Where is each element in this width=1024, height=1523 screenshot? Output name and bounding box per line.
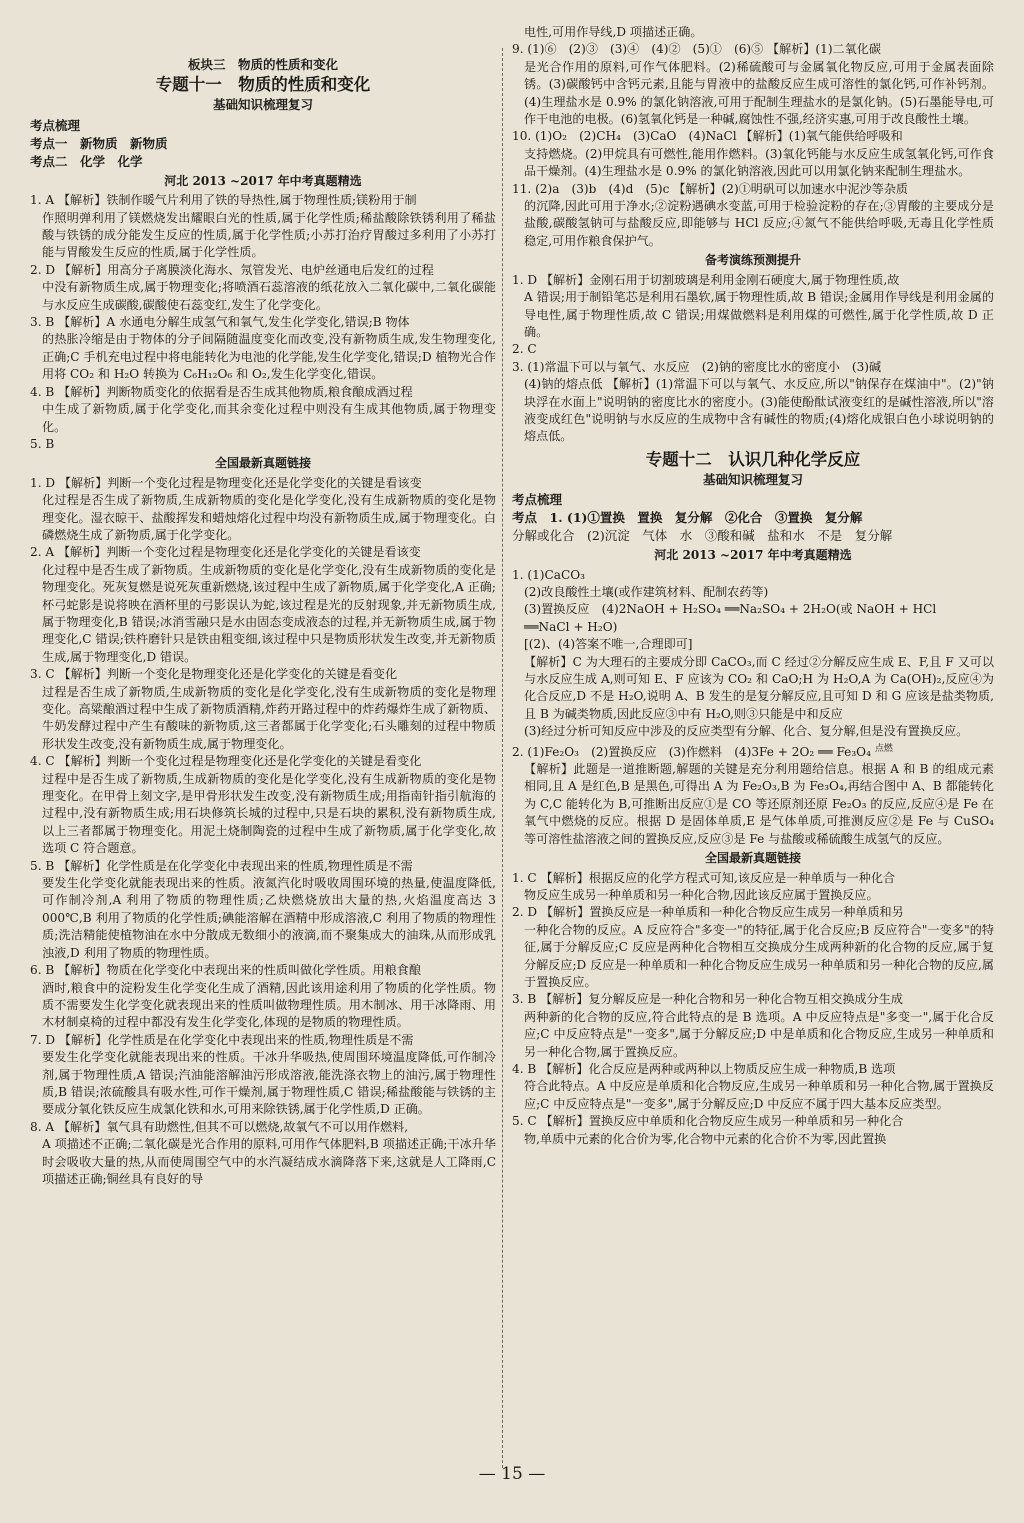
answer-item xyxy=(30,436,496,453)
answer-item xyxy=(30,384,496,436)
answer-body: 物,单质中元素的化合价为零,化合物中元素的化合价不为零,因此置换 xyxy=(524,1131,887,1146)
answer-lead: 1. (1)CaCO₃ xyxy=(512,567,585,582)
answer-item xyxy=(30,666,496,753)
answer-lead: 7. D 【解析】化学性质是在化学变化中表现出来的性质,物理性质是不需 xyxy=(30,1032,414,1047)
answer-lead: 4. B 【解析】判断物质变化的依据看是否生成其他物质,粮食酿成酒过程 xyxy=(30,384,413,399)
answer-lead: 5. B xyxy=(30,436,55,451)
answer-lead: 2. D 【解析】置换反应是一种单质和一种化合物反应生成另一种单质和另 xyxy=(512,905,904,920)
topic-12-subtitle: 基础知识梳理复习 xyxy=(702,471,803,487)
answer-lead: 2. C xyxy=(512,342,537,357)
answer-body: 过程是否生成了新物质,生成新物质的变化是化学变化,没有生成新物质的变化是物理变化。高粱酿酒过程中生成了新物质酒精,炸药开路过程中的炸药爆炸生成了新物质、牛奶发酵过程中产生有酸味的新物质,这三者都属于化学变化;石头雕刻的过程中物质形状发生改变,没有新物质生成,属于物理变化。 xyxy=(42,684,496,751)
answer-body: 要发生化学变化就能表现出来的性质。干冰升华吸热,使周围环境温度降低,可作制冷剂,属于物理性质,A 错误;汽油能溶解油污形成溶液,能洗涤衣物上的油污,属于物理性质,B 错误;浓硫酸具有吸水性,可作干燥剂,属于物理性质,C 错误;稀盐酸能与铁锈的主要成分氧化铁反应生成氯化铁和水,可用来除铁锈,属于化学性质,D 正确。 xyxy=(42,1050,496,1117)
answer-item xyxy=(512,1113,994,1148)
answer-body: 的沉降,因此可用于净水;②淀粉遇碘水变蓝,可用于检验淀粉的存在;③胃酸的主要成分是盐酸,碳酸氢钠可与盐酸反应,即能够与 HCl 反应;④氮气不能供给呼吸,无毒且化学性质稳定,可用作粮食保护气。 xyxy=(524,199,994,248)
answer-body: 物反应生成另一种单质和另一种化合物,因此该反应属于置换反应。 xyxy=(524,887,879,902)
answer-line: ══NaCl + H₂O) xyxy=(524,619,618,634)
answer-body: 化过程中是否生成了新物质。生成新物质的变化是化学变化,没有生成新物质的变化是物理变化。死灰复燃是说死灰重新燃烧,该过程中生成了新物质,属于化学变化,A 正确;杯弓蛇影是说将映在酒杯里的弓影误认为蛇,该过程是光的反射现象,并无新物质生成,属于物理变化,B 错误;冰消雪融只是水由固态变成液态的过程,并无新物质生成,属于物理变化,C 错误;铁杵磨针只是铁由粗变细,该过程中只是物质形状发生改变,并无新物质生成,属于物理变化,D 错误。 xyxy=(42,562,496,664)
answer-lead xyxy=(512,741,994,761)
answer-lead-text: 2. (1)Fe₂O₃ (2)置换反应 (3)作燃料 (4)3Fe + 2O₂ ══ Fe₃O₄ xyxy=(512,744,871,759)
answer-item xyxy=(512,567,994,741)
answer-lead: 6. B 【解析】物质在化学变化中表现出来的性质叫做化学性质。用粮食酿 xyxy=(30,963,421,978)
answer-item xyxy=(512,870,994,905)
answer-line: (2)改良酸性土壤(或作建筑材料、配制农药等) xyxy=(524,584,769,599)
answer-lead: 1. D 【解析】金刚石用于切割玻璃是利用金刚石硬度大,属于物理性质,故 xyxy=(512,272,900,287)
answer-lead: 5. B 【解析】化学性质是在化学变化中表现出来的性质,物理性质是不需 xyxy=(30,858,413,873)
answer-lead: 8. A 【解析】氧气具有助燃性,但其不可以燃烧,故氧气不可以用作燃料, xyxy=(30,1119,409,1134)
national-section-title: 全国最新真题链接 xyxy=(704,851,801,866)
answer-body: 电性,可用作导线,D 项描述正确。 xyxy=(524,25,703,39)
answer-item xyxy=(30,962,496,1032)
answer-item xyxy=(30,858,496,962)
national-section-title: 全国最新真题链接 xyxy=(214,456,311,471)
answer-line: (3)经过分析可知反应中涉及的反应类型有分解、化合、复分解,但是没有置换反应。 xyxy=(524,724,969,739)
answer-item xyxy=(30,544,496,666)
answer-item xyxy=(512,741,994,848)
answer-body: A 项描述不正确;二氧化碳是光合作用的原料,可用作气体肥料,B 项描述正确;干冰升华时会吸收大量的热,从而使周围空气中的水汽凝结成水滴降落下来,这就是人工降雨,C 项描述正确;铜丝具有良好的导 xyxy=(42,1137,496,1186)
answer-item xyxy=(512,359,994,446)
answer-lead: 2. A 【解析】判断一个变化过程是物理变化还是化学变化的关键是看该变 xyxy=(30,545,421,560)
answer-body: 中生成了新物质,属于化学变化,而其余变化过程中则没有生成其他物质,属于物理变化。 xyxy=(42,402,496,434)
kaodian-line: 考点 1. (1)①置换 置换 复分解 ②化合 ③置换 复分解 xyxy=(512,510,863,526)
hebei-section-title: 河北 2013 ~2017 年中考真题精选 xyxy=(654,548,852,563)
answer-body: 作照明弹利用了镁燃烧发出耀眼白光的性质,属于化学性质;稀盐酸除铁锈利用了稀盐酸与铁锈的成分能发生反应的性质,属于化学性质;小苏打治疗胃酸过多利用了小苏打能与胃酸发生反应的性质,属于化学性质。 xyxy=(42,210,496,260)
beikao-section-title: 备考演练预测提升 xyxy=(704,253,801,268)
answer-body: (4)钠的熔点低 【解析】(1)常温下可以与氧气、水反应,所以"钠保存在煤油中"。(2)"钠块浮在水面上"说明钠的密度比水的密度小。(3)能使酚酞试液变红的是碱性溶液,所以"溶液变成红色"说明钠与水反应的生成物中含有碱性的物质;(4)熔化成银白色小球说明钠的熔点低。 xyxy=(524,377,994,444)
answer-line: 【解析】C 为大理石的主要成分即 CaCO₃,而 C 经过②分解反应生成 E、F,且 F 又可以与水反应生成 A,则可知 E、F 应该为 CO₂ 和 CaO;H 为 H₂O,A 为 Ca(OH)₂,反应④为化合反应,D 不是 H₂O,说明 A、B 发生的是复分解反应,且可知 D 和 G 应该是盐类物质,且 B 为碱类物质,因此反应③中有 H₂O,则③只能是中和反应 xyxy=(524,654,994,721)
answer-lead: 10. (1)O₂ (2)CH₄ (3)CaO (4)NaCl 【解析】(1)氧气能供给呼吸和 xyxy=(512,129,903,144)
answer-lead: 1. D 【解析】判断一个变化过程是物理变化还是化学变化的关键是看该变 xyxy=(30,475,422,490)
right-column xyxy=(512,24,994,1148)
answer-item xyxy=(30,262,496,314)
answer-lead: 4. B 【解析】化合反应是两种或两种以上物质反应生成一种物质,B 选项 xyxy=(512,1061,896,1076)
answer-body: 的热胀冷缩是由于物体的分子间隔随温度变化而改变,没有新物质生成,发生物理变化,正确;C 手机充电过程中将电能转化为电池的化学能,发生化学变化,错误;D 植物光合作用将 CO₂ 和 H₂O 转换为 C₆H₁₂O₆ 和 O₂,发生化学变化,错误。 xyxy=(42,332,496,382)
topic-11-subtitle: 基础知识梳理复习 xyxy=(212,97,313,113)
kaodian-line: 考点一 新物质 新物质 xyxy=(30,135,168,151)
block-title: 板块三 物质的性质和变化 xyxy=(187,57,338,72)
answer-item xyxy=(512,991,994,1061)
answer-body: 是光合作用的原料,可作气体肥料。(2)稀硫酸可与金属氧化物反应,可用于金属表面除锈。(3)碳酸钙中含钙元素,且能与胃液中的盐酸反应生成可溶性的氯化钙,可作补钙剂。(4)生理盐水是 0.9% 的氯化钠溶液,可用于配制生理盐水的是氯化钠。(5)石墨能导电,可作干电池的电极。(6)氢氧化钙是一种碱,腐蚀性不强,经济实惠,可用于改良酸性土壤。 xyxy=(524,59,994,127)
answer-lead: 5. C 【解析】置换反应中单质和化合物反应生成另一种单质和另一种化合 xyxy=(512,1114,904,1129)
answer-lead: 11. (2)a (3)b (4)d (5)c 【解析】(2)①明矾可以加速水中泥沙等杂质 xyxy=(512,181,909,196)
answer-item xyxy=(30,192,496,262)
reaction-condition: 点燃 xyxy=(874,743,893,754)
answer-body: 酒时,粮食中的淀粉发生化学变化生成了酒精,因此该用途利用了物质的化学性质。物质不需要发生化学变化就表现出来的性质叫做物理性质。用木制冰、用干冰降雨、用木材制桌椅的过程中都没有发生化学变化,体现的是物质的物理性质。 xyxy=(42,980,496,1030)
answer-body: 要发生化学变化就能表现出来的性质。液氮汽化时吸收周围环境的热量,使温度降低,可作制冷剂,A 利用了物质的物理性质;乙炔燃烧放出大量的热,火焰温度高达 3 000℃,B 利用了物质的化学性质;碘能溶解在酒精中形成溶液,C 利用了物质的物理性质;洗洁精能使植物油在水中分散成无数细小的液滴,而不聚集成大的油珠,从而形成乳浊液,D 利用了物质的物理性质。 xyxy=(42,876,496,960)
answer-lead: 9. (1)⑥ (2)③ (3)④ (4)② (5)① (6)⑤ 【解析】(1)二氧化碳 xyxy=(512,42,881,57)
topic-11-title: 专题十一 物质的性质和变化 xyxy=(155,75,371,95)
answer-body: 中没有新物质生成,属于物理变化;将喷酒石蕊溶液的纸花放入二氧化碳中,二氧化碳能与水反应生成碳酸,碳酸使石蕊变红,发生了化学变化。 xyxy=(42,280,496,312)
page-number: — 15 — xyxy=(478,1464,546,1484)
kaodian-line: 考点二 化学 化学 xyxy=(30,153,143,169)
kaodian-line: 分解或化合 (2)沉淀 气体 水 ③酸和碱 盐和水 不是 复分解 xyxy=(512,528,893,544)
answer-item xyxy=(30,753,496,857)
answer-item xyxy=(512,272,994,342)
answer-lead: 4. C 【解析】判断一个变化过程是物理变化还是化学变化的关键是看变化 xyxy=(30,754,422,769)
topic-12-title: 专题十二 认识几种化学反应 xyxy=(645,449,861,469)
answer-item xyxy=(30,1032,496,1119)
answer-item xyxy=(512,181,994,251)
answer-body: 符合此特点。A 中反应是单质和化合物反应,生成另一种单质和另一种化合物,属于置换反应;C 中反应特点是"一变多",属于分解反应;D 中反应不属于四大基本反应类型。 xyxy=(524,1079,994,1111)
answer-lead: 1. C 【解析】根据反应的化学方程式可知,该反应是一种单质与一种化合 xyxy=(512,870,896,885)
answer-item xyxy=(512,41,994,128)
answer-lead: 3. B 【解析】复分解反应是一种化合物和另一种化合物互相交换成分生成 xyxy=(512,992,903,1007)
answer-item xyxy=(512,128,994,180)
answer-body: 【解析】此题是一道推断题,解题的关键是充分利用题给信息。根据 A 和 B 的组成元素相同,且 A 是红色,B 是黑色,可得出 A 为 Fe₂O₃,B 为 Fe₃O₄,再结合图中 A、B 都能转化为 C,C 能转化为 B,可推断出反应①是 CO 等还原剂还原 Fe₂O₃ 的反应,反应④是 Fe 在氧气中燃烧的反应。根据 D 是固体单质,E 是气体单质,可推测反应②是 Fe 与 CuSO₄ 等可溶性盐溶液之间的置换反应,反应③是 Fe 与盐酸或稀硫酸生成氢气的反应。 xyxy=(524,762,994,846)
answer-item xyxy=(30,314,496,384)
answer-body: 两种新的化合物的反应,符合此特点的是 B 选项。A 中反应特点是"多变一",属于化合反应;C 中反应特点是"一变多",属于分解反应;D 中是单质和化合物反应,生成另一种单质和另一种化合物,属于置换反应。 xyxy=(524,1009,994,1059)
answer-body: 化过程是否生成了新物质,生成新物质的变化是化学变化,没有生成新物质的变化是物理变化。湿衣晾干、盐酸挥发和蜡烛熔化过程中均没有新物质生成,属于物理变化。白磷燃烧生成了新物质,属于化学变化。 xyxy=(42,493,496,542)
left-column xyxy=(30,50,496,1188)
kaodian-label: 考点梳理 xyxy=(512,492,563,508)
answer-lead: 2. D 【解析】用高分子离膜淡化海水、氖管发光、电炉丝通电后发红的过程 xyxy=(30,262,434,277)
answer-body: A 错误;用于制铅笔芯是利用石墨软,属于物理性质,故 B 错误;金属用作导线是利用金属的导电性,属于物理性质,故 C 错误;用煤做燃料是利用煤的可燃性,属于化学性质,故 D 正确。 xyxy=(524,290,994,339)
answer-lead: 3. B 【解析】A 水通电分解生成氢气和氧气,发生化学变化,错误;B 物体 xyxy=(30,315,410,330)
answer-body: 支持燃烧。(2)甲烷具有可燃性,能用作燃料。(3)氧化钙能与水反应生成氢氧化钙,可作食品干燥剂。(4)生理盐水是 0.9% 的氯化钠溶液,因此可以用氯化钠来配制生理盐水。 xyxy=(524,146,994,179)
answer-item xyxy=(30,1119,496,1189)
answer-line: [(2)、(4)答案不唯一,合理即可] xyxy=(524,637,693,652)
answer-lead: 1. A 【解析】铁制作暖气片利用了铁的导热性,属于物理性质;镁粉用于制 xyxy=(30,193,417,208)
answer-body: 一种化合物的反应。A 反应符合"多变一"的特征,属于化合反应;B 反应符合"一变多"的特征,属于分解反应;C 反应是两种化合物相互交换成分生成两种新的化合物的反应,属于复分解反应;D 反应是一种单质和一种化合物反应生成另一种单质和另一种化合物的反应,属于置换反应。 xyxy=(524,922,994,989)
answer-item xyxy=(512,1061,994,1113)
answer-item xyxy=(30,475,496,545)
answer-lead: 3. C 【解析】判断一个变化是物理变化还是化学变化的关键是看变化 xyxy=(30,667,398,682)
answer-line: (3)置换反应 (4)2NaOH + H₂SO₄ ══Na₂SO₄ + 2H₂O(或 NaOH + HCl xyxy=(524,602,937,617)
column-divider xyxy=(502,48,503,1468)
answer-lead: 3. (1)常温下可以与氧气、水反应 (2)钠的密度比水的密度小 (3)碱 xyxy=(512,359,882,374)
kaodian-label: 考点梳理 xyxy=(30,117,81,133)
answer-body: 过程中是否生成了新物质,生成新物质的变化是化学变化,没有生成新物质的变化是物理变化。在甲骨上刻文字,是甲骨形状发生改变,没有新物质生成;用指南针指引航海的过程中,没有新物质生成;用石块修筑长城的过程中,只是石块的累积,没有新物质生成,以上三者都属于物理变化。用泥土烧制陶瓷的过程中生成了新物质,属于化学变化,故选项 C 符合题意。 xyxy=(42,771,496,856)
carry-over-line xyxy=(512,24,994,41)
answer-item xyxy=(512,904,994,991)
answer-item xyxy=(512,341,994,358)
hebei-section-title: 河北 2013 ~2017 年中考真题精选 xyxy=(164,173,362,188)
